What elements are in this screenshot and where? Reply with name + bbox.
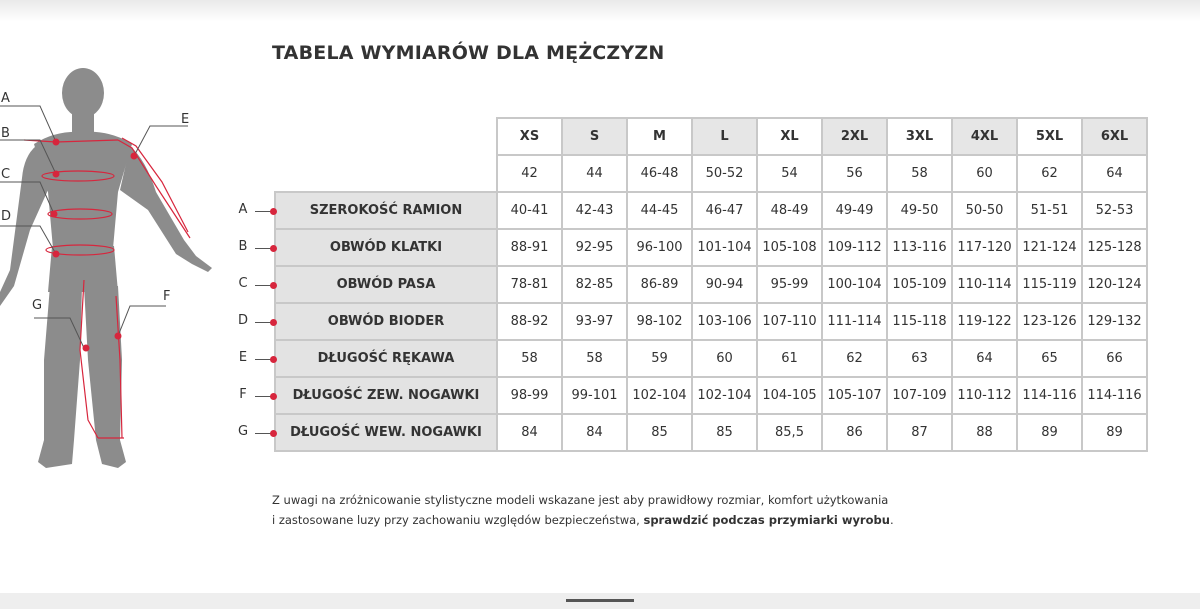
figure-label-a: A: [1, 91, 10, 106]
header-spacer: [275, 155, 497, 192]
measurement-row: [275, 229, 1147, 266]
fit-note-line-2-start: i zastosowane luzy przy zachowaniu względów bezpieczeństwa,: [272, 513, 644, 527]
measurement-value-cell: 125-128: [1082, 229, 1147, 266]
measurement-value-cell: 103-106: [692, 303, 757, 340]
measurement-row: [275, 192, 1147, 229]
measurement-value-cell: 40-41: [497, 192, 562, 229]
eu-size-cell: 54: [757, 155, 822, 192]
measurement-value-cell: 88-92: [497, 303, 562, 340]
measurement-value-cell: 107-109: [887, 377, 952, 414]
row-letter: F: [239, 386, 247, 402]
measurement-value-cell: 96-100: [627, 229, 692, 266]
measurement-label: SZEROKOŚĆ RAMION: [275, 192, 497, 229]
measurement-value-cell: 119-122: [952, 303, 1017, 340]
fit-note-line-1: Z uwagi na zróżnicowanie stylistyczne modeli wskazane jest aby prawidłowy rozmiar, komfort użytkowania: [272, 493, 889, 507]
row-letter: E: [238, 349, 248, 365]
measurement-value-cell: 42-43: [562, 192, 627, 229]
measurement-value-cell: 102-104: [627, 377, 692, 414]
measurement-value-cell: 84: [497, 414, 562, 451]
measurement-value-cell: 98-102: [627, 303, 692, 340]
measurement-value-cell: 115-119: [1017, 266, 1082, 303]
measurement-value-cell: 89: [1082, 414, 1147, 451]
measurement-value-cell: 104-105: [757, 377, 822, 414]
measurement-value-cell: 115-118: [887, 303, 952, 340]
row-marker-dot: [270, 356, 277, 363]
measurement-value-cell: 78-81: [497, 266, 562, 303]
measurement-value-cell: 93-97: [562, 303, 627, 340]
measurement-value-cell: 49-50: [887, 192, 952, 229]
measurement-value-cell: 129-132: [1082, 303, 1147, 340]
size-name-cell: 5XL: [1017, 118, 1082, 155]
measurement-value-cell: 85: [692, 414, 757, 451]
measurement-value-cell: 107-110: [757, 303, 822, 340]
measurement-value-cell: 65: [1017, 340, 1082, 377]
eu-size-cell: 56: [822, 155, 887, 192]
measurement-label: DŁUGOŚĆ RĘKAWA: [275, 340, 497, 377]
row-letter: B: [238, 238, 248, 254]
measurement-row: [275, 414, 1147, 451]
measurement-value-cell: 59: [627, 340, 692, 377]
size-name-cell: 4XL: [952, 118, 1017, 155]
measurement-value-cell: 61: [757, 340, 822, 377]
measurement-value-cell: 85: [627, 414, 692, 451]
measurement-value-cell: 85,5: [757, 414, 822, 451]
fit-note-line-2-end: .: [889, 513, 894, 527]
measurement-value-cell: 62: [822, 340, 887, 377]
size-header-row: [275, 118, 1147, 155]
measurement-value-cell: 58: [562, 340, 627, 377]
figure-label-d: D: [1, 209, 12, 224]
size-name-cell: S: [562, 118, 627, 155]
figure-label-e: E: [181, 112, 190, 127]
row-marker-dot: [270, 319, 277, 326]
measurement-row: [275, 303, 1147, 340]
size-name-cell: 6XL: [1082, 118, 1147, 155]
page-title: TABELA WYMIARÓW DLA MĘŻCZYZN: [272, 42, 665, 64]
header-spacer: [275, 118, 497, 155]
measurement-value-cell: 114-116: [1082, 377, 1147, 414]
measurement-value-cell: 109-112: [822, 229, 887, 266]
measurement-value-cell: 120-124: [1082, 266, 1147, 303]
measurement-label: OBWÓD PASA: [275, 266, 497, 303]
row-letter: A: [238, 201, 248, 217]
measurement-value-cell: 64: [952, 340, 1017, 377]
fit-note-line-2: [272, 510, 894, 530]
measurement-value-cell: 105-108: [757, 229, 822, 266]
fit-note-emphasis: sprawdzić podczas przymiarki wyrobu: [643, 513, 890, 527]
measurement-value-cell: 88-91: [497, 229, 562, 266]
measurement-value-cell: 105-107: [822, 377, 887, 414]
measurement-value-cell: 88: [952, 414, 1017, 451]
measurement-value-cell: 111-114: [822, 303, 887, 340]
size-name-cell: L: [692, 118, 757, 155]
measurement-value-cell: 101-104: [692, 229, 757, 266]
measurement-value-cell: 113-116: [887, 229, 952, 266]
measurement-value-cell: 52-53: [1082, 192, 1147, 229]
measurement-value-cell: 99-101: [562, 377, 627, 414]
measurement-value-cell: 90-94: [692, 266, 757, 303]
row-marker-dot: [270, 282, 277, 289]
measurement-value-cell: 60: [692, 340, 757, 377]
row-letter: G: [237, 423, 249, 439]
size-name-cell: 2XL: [822, 118, 887, 155]
measurement-row: [275, 377, 1147, 414]
measurement-value-cell: 48-49: [757, 192, 822, 229]
eu-size-cell: 42: [497, 155, 562, 192]
measurement-value-cell: 105-109: [887, 266, 952, 303]
measurement-value-cell: 100-104: [822, 266, 887, 303]
measurement-label: OBWÓD BIODER: [275, 303, 497, 340]
measurement-value-cell: 58: [497, 340, 562, 377]
eu-size-cell: 50-52: [692, 155, 757, 192]
top-shade: [0, 0, 1200, 22]
measurement-value-cell: 46-47: [692, 192, 757, 229]
measurement-value-cell: 63: [887, 340, 952, 377]
measurement-row: [275, 266, 1147, 303]
measurement-value-cell: 82-85: [562, 266, 627, 303]
measurement-value-cell: 114-116: [1017, 377, 1082, 414]
figure-label-c: C: [1, 167, 11, 182]
measurement-label: DŁUGOŚĆ ZEW. NOGAWKI: [275, 377, 497, 414]
measurement-label: OBWÓD KLATKI: [275, 229, 497, 266]
measurement-value-cell: 92-95: [562, 229, 627, 266]
row-marker-dot: [270, 430, 277, 437]
measurement-value-cell: 89: [1017, 414, 1082, 451]
eu-size-cell: 58: [887, 155, 952, 192]
size-name-cell: M: [627, 118, 692, 155]
measurement-value-cell: 117-120: [952, 229, 1017, 266]
figure-label-b: B: [1, 126, 10, 141]
row-letter: C: [238, 275, 248, 291]
measurement-value-cell: 66: [1082, 340, 1147, 377]
row-marker-dot: [270, 393, 277, 400]
measurement-value-cell: 102-104: [692, 377, 757, 414]
eu-size-cell: 64: [1082, 155, 1147, 192]
measurement-label: DŁUGOŚĆ WEW. NOGAWKI: [275, 414, 497, 451]
measurement-value-cell: 95-99: [757, 266, 822, 303]
eu-size-cell: 60: [952, 155, 1017, 192]
size-name-cell: XS: [497, 118, 562, 155]
measurement-value-cell: 50-50: [952, 192, 1017, 229]
eu-size-row: [275, 155, 1147, 192]
bottom-rule: [566, 599, 634, 602]
row-marker-dot: [270, 208, 277, 215]
size-table: [274, 117, 1148, 452]
measurement-value-cell: 49-49: [822, 192, 887, 229]
measurement-value-cell: 110-114: [952, 266, 1017, 303]
fit-note: [272, 490, 894, 530]
eu-size-cell: 44: [562, 155, 627, 192]
measurement-value-cell: 123-126: [1017, 303, 1082, 340]
measurement-value-cell: 121-124: [1017, 229, 1082, 266]
eu-size-cell: 46-48: [627, 155, 692, 192]
figure-label-g: G: [32, 298, 43, 313]
measurement-value-cell: 44-45: [627, 192, 692, 229]
size-name-cell: XL: [757, 118, 822, 155]
size-name-cell: 3XL: [887, 118, 952, 155]
eu-size-cell: 62: [1017, 155, 1082, 192]
measurement-value-cell: 86-89: [627, 266, 692, 303]
row-letter: D: [237, 312, 248, 328]
measurement-row: [275, 340, 1147, 377]
figure-label-f: F: [163, 289, 171, 304]
body-figure: [0, 60, 230, 480]
measurement-value-cell: 84: [562, 414, 627, 451]
measurement-value-cell: 87: [887, 414, 952, 451]
measurement-value-cell: 110-112: [952, 377, 1017, 414]
measurement-value-cell: 98-99: [497, 377, 562, 414]
body-silhouette-icon: [0, 60, 230, 480]
measurement-value-cell: 86: [822, 414, 887, 451]
row-marker-dot: [270, 245, 277, 252]
measurement-value-cell: 51-51: [1017, 192, 1082, 229]
